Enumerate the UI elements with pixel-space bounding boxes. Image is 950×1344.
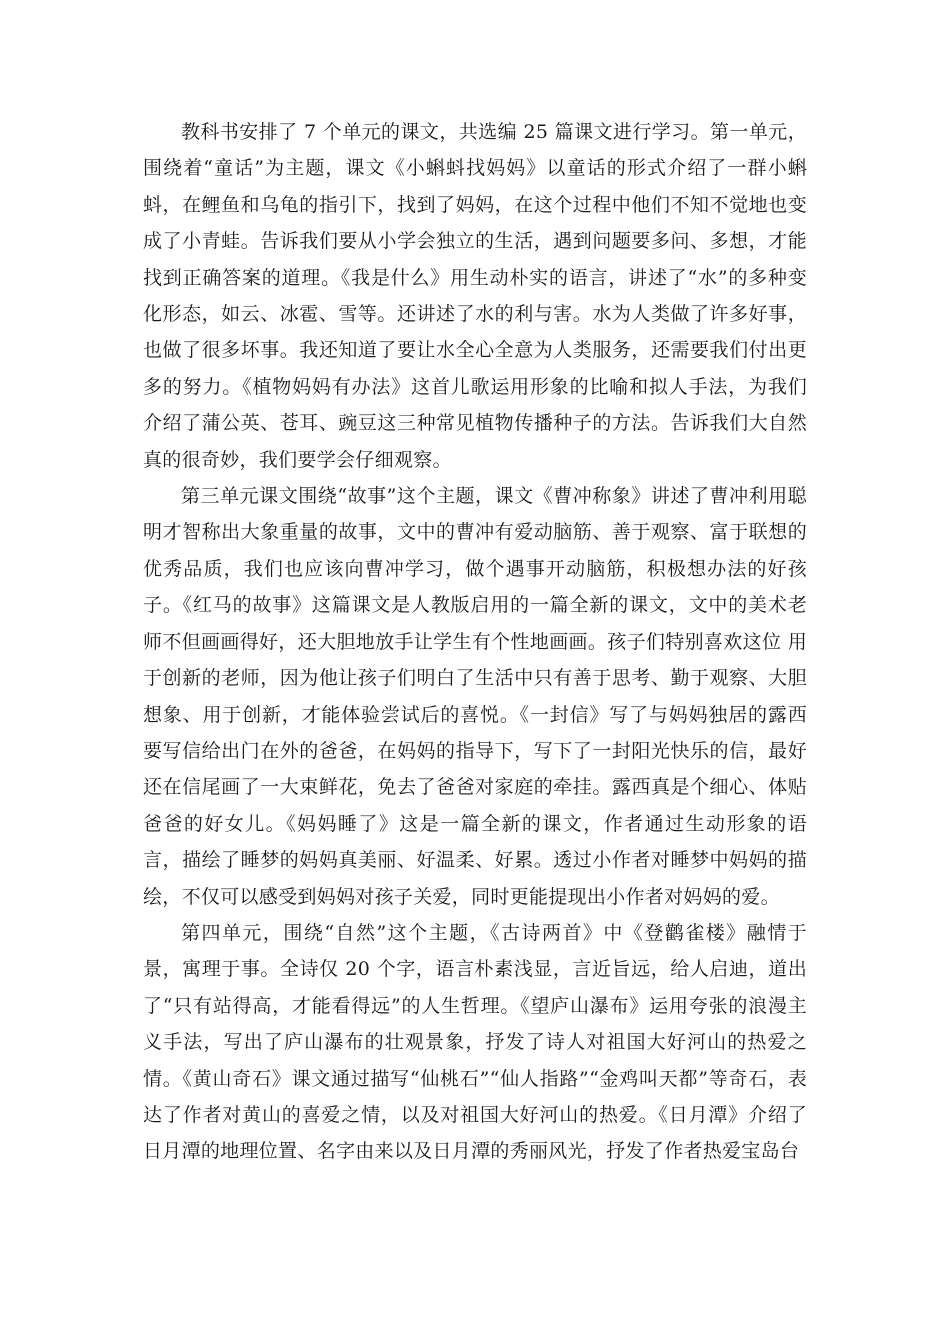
paragraph-unit-one: 教科书安排了 7 个单元的课文，共选编 25 篇课文进行学习。第一单元，围绕着“童话”为主题，课文《小蝌蚪找妈妈》以童话的形式介绍了一群小蝌蚪，在鲤鱼和乌龟的指引下，找到了妈妈，在这个过程中他们不知不觉地也变成了小青蛙。告诉我们要从小学会独立的生活，遇到问题要多问、多想，才能找到正确答案的道理。《我是什么》用生动朴实的语言，讲述了“水”的多种变化形态，如云、冰雹、雪等。还讲述了水的利与害。水为人类做了许多好事，也做了很多坏事。我还知道了要让水全心全意为人类服务，还需要我们付出更多的努力。《植物妈妈有办法》这首儿歌运用形象的比喻和拟人手法，为我们介绍了蒲公英、苍耳、豌豆这三种常见植物传播种子的方法。告诉我们大自然真的很奇妙，我们要学会仔细观察。 — [143, 121, 807, 471]
paragraph-unit-four: 第四单元，围绕“自然”这个主题，《古诗两首》中《登鹳雀楼》融情于景，寓理于事。全诗仅 20 个字，语言朴素浅显，言近旨远，给人启迪，道出了“只有站得高，才能看得远”的人生哲理。《望庐山瀑布》运用夸张的浪漫主义手法，写出了庐山瀑布的壮观景象，抒发了诗人对祖国大好河山的热爱之情。《黄山奇石》课文通过描写“仙桃石”“仙人指路”“金鸡叫天都”等奇石，表达了作者对黄山的喜爱之情，以及对祖国大好河山的热爱。《日月潭》介绍了日月潭的地理位置、名字由来以及日月潭的秀丽风光，抒发了作者热爱宝岛台 — [143, 921, 807, 1163]
document-body — [143, 114, 807, 1170]
paragraph-unit-three: 第三单元课文围绕“故事”这个主题，课文《曹冲称象》讲述了曹冲利用聪明才智称出大象重量的故事，文中的曹冲有爱动脑筋、善于观察、富于联想的优秀品质，我们也应该向曹冲学习，做个遇事开动脑筋，积极想办法的好孩子。《红马的故事》这篇课文是人教版启用的一篇全新的课文，文中的美术老师不但画画得好，还大胆地放手让学生有个性地画画。孩子们特别喜欢这位 用于创新的老师，因为他让孩子们明白了生活中只有善于思考、勤于观察、大胆想象、用于创新，才能体验尝试后的喜悦。《一封信》写了与妈妈独居的露西要写信给出门在外的爸爸，在妈妈的指导下，写下了一封阳光快乐的信，最好还在信尾画了一大束鲜花，免去了爸爸对家庭的牵挂。露西真是个细心、体贴爸爸的好女儿。《妈妈睡了》这是一篇全新的课文，作者通过生动形象的语言，描绘了睡梦的妈妈真美丽、好温柔、好累。透过小作者对睡梦中妈妈的描绘，不仅可以感受到妈妈对孩子关爱，同时更能提现出小作者对妈妈的爱。 — [143, 485, 807, 908]
